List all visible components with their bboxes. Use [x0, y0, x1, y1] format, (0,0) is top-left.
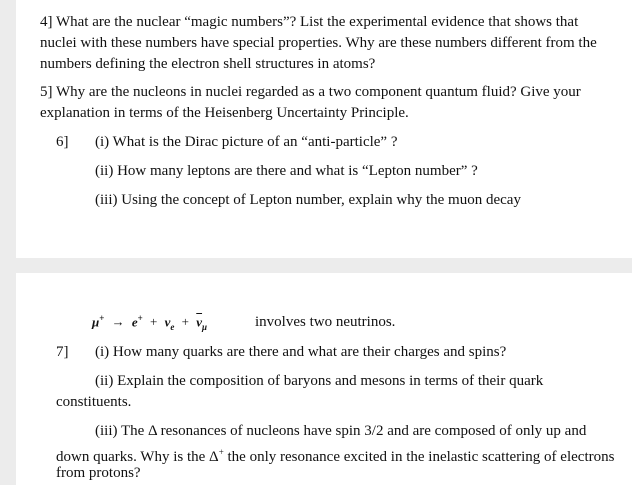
- question-7-part-i: (i) How many quarks are there and what are their charges and spins?: [95, 344, 507, 360]
- eq-muon-charge: +: [99, 313, 105, 323]
- eq-muon-antineutrino-sub: μ: [202, 321, 208, 332]
- muon-decay-equation: [92, 313, 207, 332]
- equation-note: involves two neutrinos.: [255, 314, 396, 330]
- eq-positron-charge: +: [137, 313, 143, 323]
- question-7-number: 7]: [56, 344, 69, 360]
- question-6-part-ii: (ii) How many leptons are there and what is “Lepton number” ?: [95, 163, 478, 179]
- question-5: [40, 82, 630, 124]
- question-4-line-2: nuclei with these numbers have special properties. Why are these numbers different from the: [40, 35, 597, 51]
- eq-muon: μ: [92, 314, 100, 330]
- question-7-part-iii-line-1: (iii) The Δ resonances of nucleons have spin 3/2 and are composed of only up and: [95, 423, 587, 439]
- question-4: [40, 12, 630, 75]
- question-5-line-1: 5] Why are the nucleons in nuclei regarded as a two component quantum fluid? Give your: [40, 84, 581, 100]
- eq-plus-2: +: [181, 314, 190, 330]
- question-4-line-3: numbers defining the electron shell structures in atoms?: [40, 56, 376, 72]
- question-6-number: 6]: [56, 134, 69, 150]
- eq-electron-neutrino-sub: e: [170, 321, 175, 332]
- question-6-part-iii: (iii) Using the concept of Lepton number, explain why the muon decay: [95, 192, 521, 208]
- question-6-part-i: (i) What is the Dirac picture of an “anti-particle” ?: [95, 134, 398, 150]
- q7-iii-line2-b: the only resonance excited in the inelastic scattering of electrons: [223, 449, 615, 465]
- question-4-line-1: 4] What are the nuclear “magic numbers”? List the experimental evidence that shows that: [40, 14, 579, 30]
- eq-plus-1: +: [150, 314, 158, 330]
- question-7-part-ii-line-1: (ii) Explain the composition of baryons and mesons in terms of their quark: [95, 373, 544, 389]
- eq-electron-neutrino: ν: [164, 314, 171, 330]
- eq-muon-antineutrino: $\overline{\nu}$: [196, 314, 203, 330]
- question-5-line-2: explanation in terms of the Heisenberg Uncertainty Principle.: [40, 105, 409, 121]
- eq-positron: e: [131, 314, 138, 330]
- question-7-part-ii-line-2: constituents.: [56, 394, 132, 410]
- q7-iii-line2-a: down quarks. Why is the Δ: [56, 449, 219, 465]
- q7-iii-delta-charge: +: [218, 447, 224, 457]
- eq-arrow: →: [111, 314, 125, 330]
- question-7-part-iii-line-3: from protons?: [56, 465, 141, 481]
